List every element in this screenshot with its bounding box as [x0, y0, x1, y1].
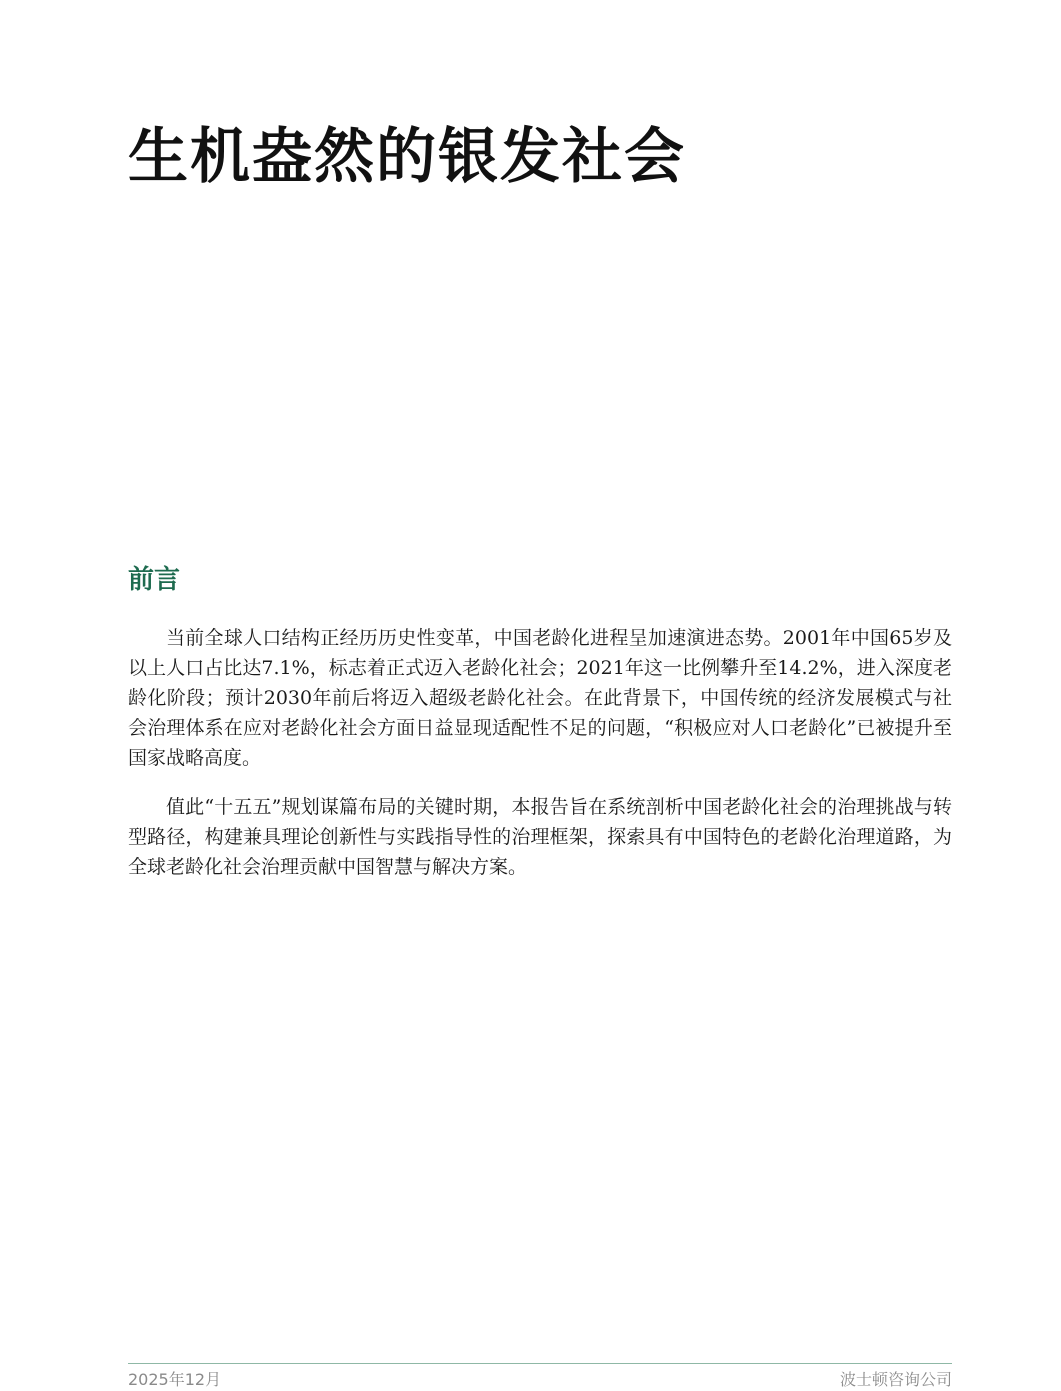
body-paragraph: 当前全球人口结构正经历历史性变革，中国老龄化进程呈加速演进态势。2001年中国65岁及以上人口占比达7.1%，标志着正式迈入老龄化社会；2021年这一比例攀升至14.2%，进入深度老龄化阶段；预计2030年前后将迈入超级老龄化社会。在此背景下，中国传统的经济发展模式与社会治理体系在应对老龄化社会方面日益显现适配性不足的问题，“积极应对人口老龄化”已被提升至国家战略高度。 — [128, 627, 952, 769]
footer-date: 2025年12月 — [128, 1370, 222, 1389]
page-title: 生机盎然的银发社会 — [128, 122, 686, 192]
footer-divider — [128, 1363, 952, 1364]
body-paragraph: 值此“十五五”规划谋篇布局的关键时期，本报告旨在系统剖析中国老龄化社会的治理挑战与转型路径，构建兼具理论创新性与实践指导性的治理框架，探索具有中国特色的老龄化治理道路，为全球老龄化社会治理贡献中国智慧与解决方案。 — [128, 796, 952, 878]
section-heading-preface: 前言 — [128, 565, 181, 595]
footer-publisher: 波士顿咨询公司 — [839, 1370, 952, 1389]
